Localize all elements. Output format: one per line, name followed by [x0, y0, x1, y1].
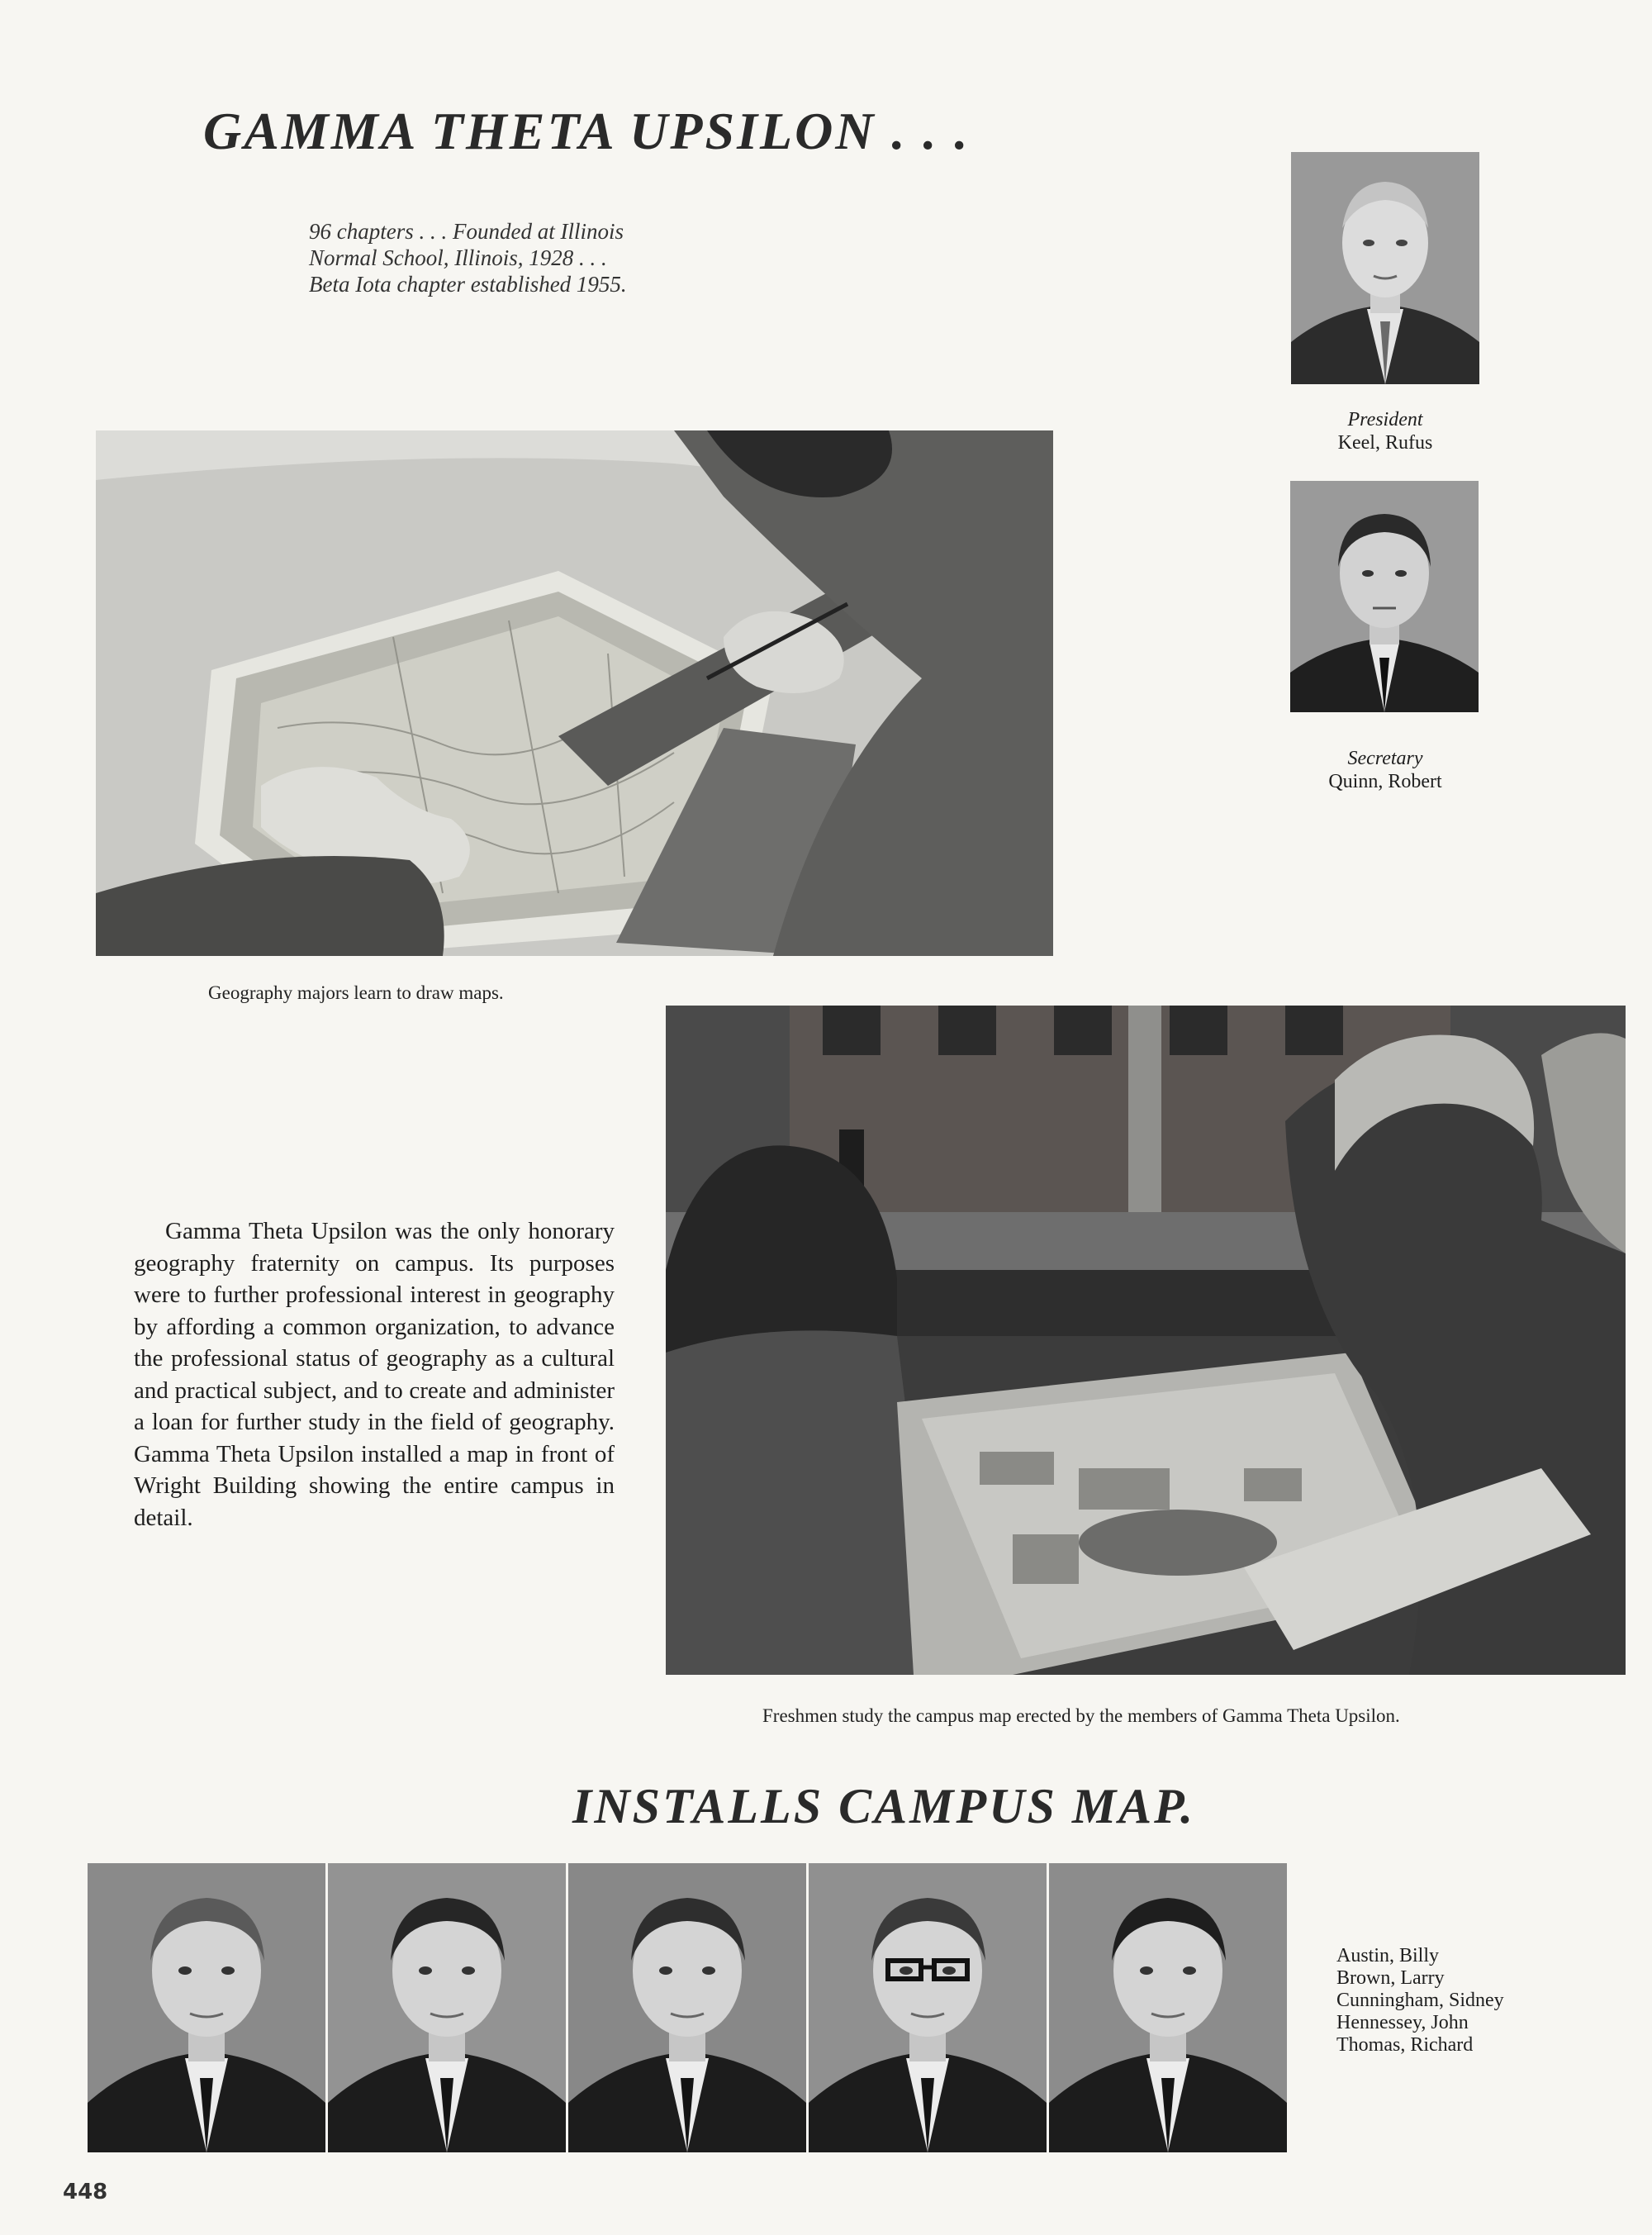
officer-role: Secretary [1347, 748, 1423, 769]
officer-role: President [1347, 409, 1423, 430]
photo-caption-campus-map: Freshmen study the campus map erected by the members of Gamma Theta Upsilon. [762, 1705, 1400, 1726]
photo-map-drawing [96, 430, 1053, 956]
member-name: Hennessey, John [1336, 2012, 1469, 2033]
member-portrait [1049, 1863, 1287, 2152]
page-number: 448 [63, 2180, 108, 2204]
photo-campus-map [666, 1006, 1626, 1675]
member-portraits [88, 1863, 1289, 2152]
chapter-info-line: Normal School, Illinois, 1928 . . . [309, 245, 607, 270]
section-heading: INSTALLS CAMPUS MAP. [572, 1779, 1196, 1833]
member-portrait [809, 1863, 1047, 2152]
member-name: Thomas, Richard [1336, 2034, 1474, 2056]
photo-caption-map-drawing: Geography majors learn to draw maps. [208, 982, 504, 1003]
member-portrait [88, 1863, 325, 2152]
chapter-info [309, 218, 627, 297]
portrait-president [1291, 152, 1479, 384]
officer-name: Keel, Rufus [1337, 432, 1433, 454]
chapter-info-line: Beta Iota chapter established 1955. [309, 272, 627, 297]
member-portrait [328, 1863, 566, 2152]
member-names [1336, 1945, 1504, 2057]
article-body [134, 1215, 615, 1534]
article-paragraph: Gamma Theta Upsilon was the only honorary geography fraternity on campus. Its purposes were to further professional interest in geography by affording a common organization, to advance the professional status of geography as a cultural and practical subject, and to create and administer a loan for further study in the field of geography. Gamma Theta Upsilon installed a map in front of Wright Building showing the entire campus in detail. [134, 1218, 615, 1531]
member-name: Brown, Larry [1336, 1967, 1445, 1989]
member-portrait [568, 1863, 806, 2152]
member-name: Austin, Billy [1336, 1945, 1440, 1966]
officer-name: Quinn, Robert [1328, 771, 1442, 792]
portrait-secretary [1290, 481, 1479, 712]
chapter-info-line: 96 chapters . . . Founded at Illinois [309, 219, 624, 244]
member-name: Cunningham, Sidney [1336, 1990, 1504, 2011]
officer-caption-secretary [1256, 747, 1515, 793]
page-title: GAMMA THETA UPSILON . . . [203, 102, 971, 160]
officer-caption-president [1256, 408, 1515, 454]
